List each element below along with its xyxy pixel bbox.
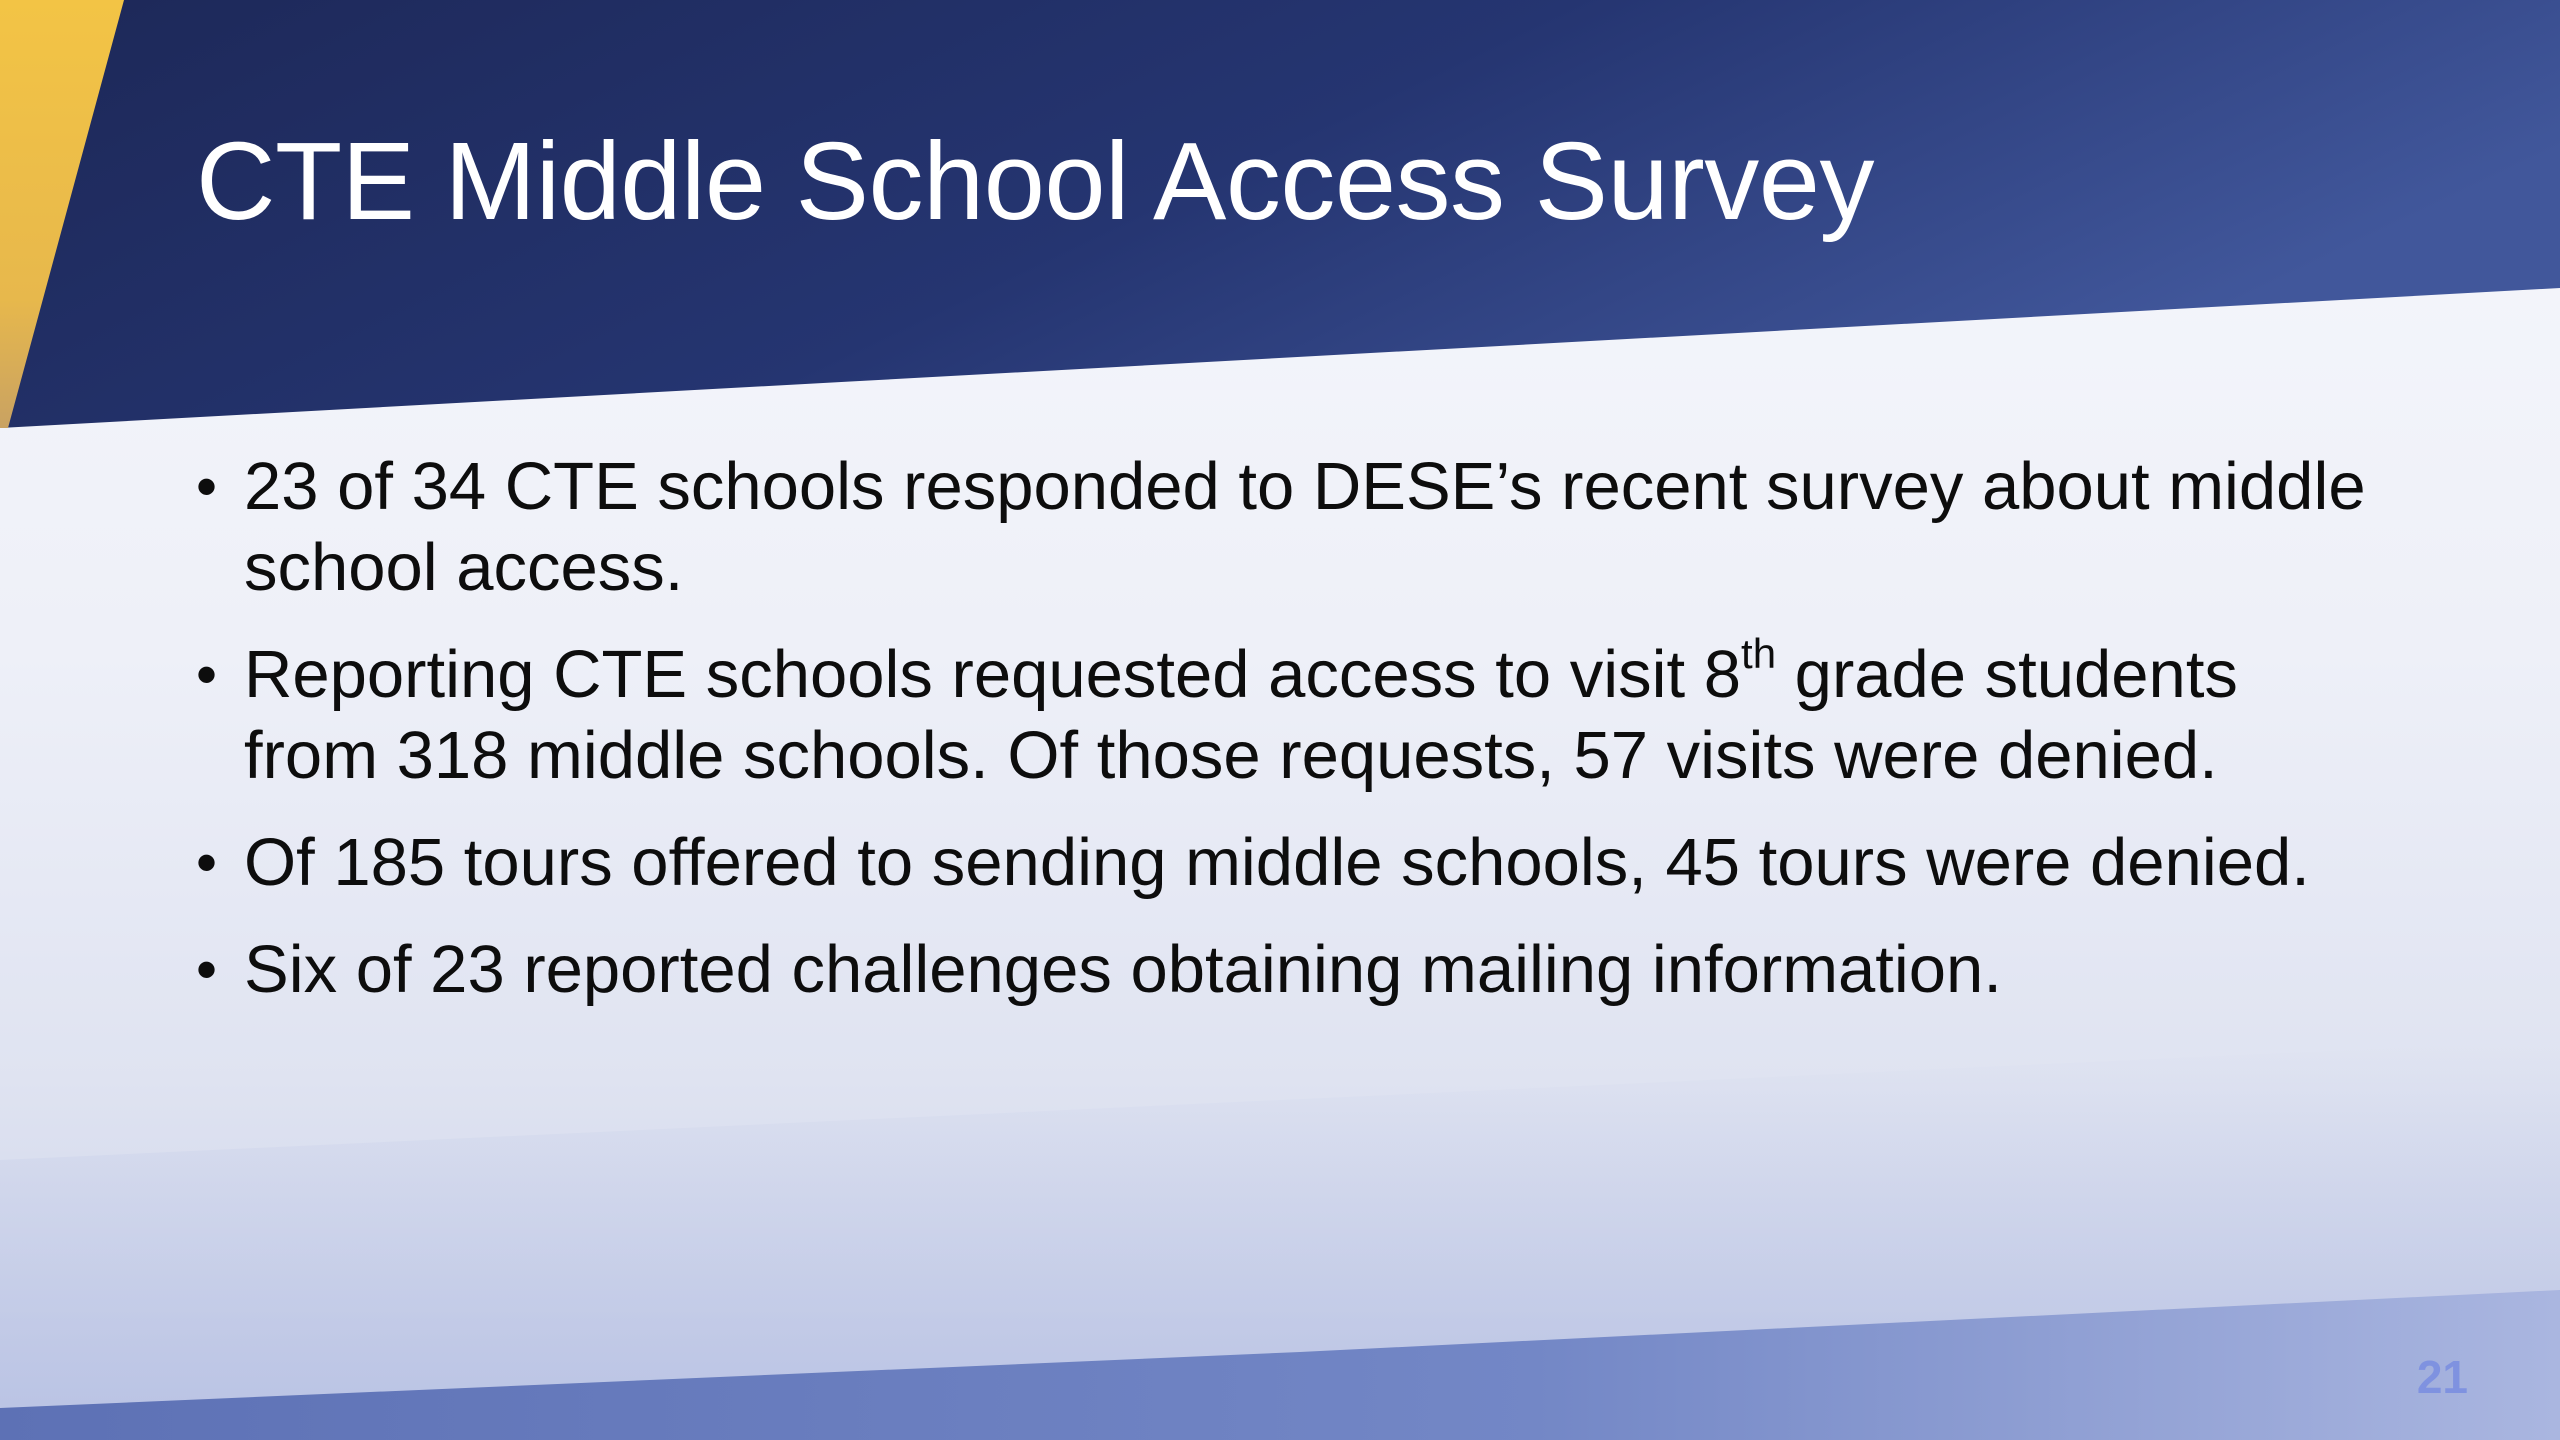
bullet-text: Of 185 tours offered to sending middle schools, 45 tours were denied. bbox=[244, 825, 2310, 900]
bullet-item-2 bbox=[196, 629, 2376, 796]
bullet-item-3 bbox=[196, 822, 2376, 903]
bullet-dot: • bbox=[196, 453, 218, 520]
bullet-text: 23 of 34 CTE schools responded to DESE’s recent survey about middle school access. bbox=[244, 449, 2366, 605]
bullet-dot: • bbox=[196, 641, 218, 708]
bullet-item-1 bbox=[196, 446, 2376, 608]
slide-title: CTE Middle School Access Survey bbox=[196, 120, 1874, 243]
slide-page-number: 21 bbox=[2416, 1351, 2468, 1403]
bullet-list bbox=[196, 446, 2376, 1036]
bullet-text-part: grade students from 318 middle schools. Of those requests, 57 visits were denied. bbox=[244, 637, 2238, 793]
bullet-dot: • bbox=[196, 936, 218, 1003]
bullet-dot: • bbox=[196, 829, 218, 896]
bullet-item-4 bbox=[196, 929, 2376, 1010]
bullet-text: Six of 23 reported challenges obtaining mailing information. bbox=[244, 932, 2002, 1007]
bullet-text-part: Reporting CTE schools requested access to visit 8 bbox=[244, 637, 1742, 712]
ordinal-superscript: th bbox=[1741, 629, 1777, 677]
